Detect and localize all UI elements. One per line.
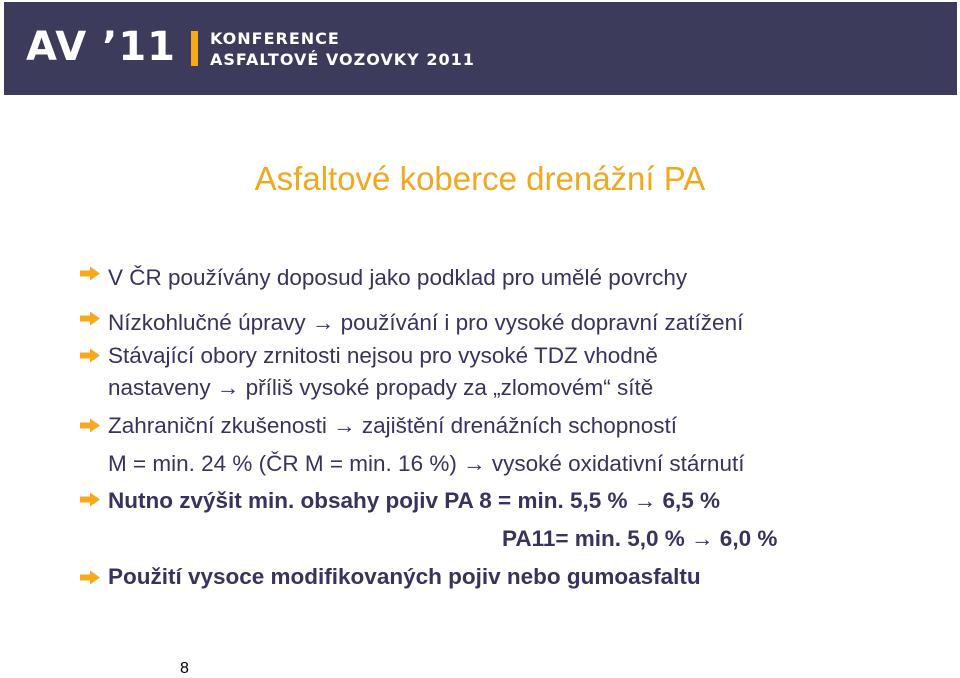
bullet-6-text: Použití vysoce modifikovaných pojiv nebo gumoasfaltu [108,564,701,589]
conference-name-line-1: KONFERENCE [210,29,340,48]
bullet-1-text: V ČR používány doposud jako podklad pro umělé povrchy [108,265,688,290]
logo-divider [191,31,198,66]
slide-title: Asfaltové koberce drenážní PA [254,160,706,197]
orange-arrow-icon [79,492,101,507]
conference-header [4,2,957,95]
orange-arrow-icon [79,348,101,363]
bullet-3-continuation: nastaveny → příliš vysoké propady za „zlomovém“ sítě [108,375,654,400]
orange-arrow-icon [79,311,101,326]
conference-name [210,28,475,70]
bullet-5-continuation: PA11= min. 5,0 % → 6,0 % [502,526,778,551]
conference-name-line-2: ASFALTOVÉ VOZOVKY 2011 [210,50,475,69]
orange-arrow-icon [79,418,101,433]
bullet-4-text: Zahraniční zkušenosti → zajištění drenážních schopností [108,413,678,438]
conference-logo: AV ’11 [26,24,176,70]
orange-arrow-icon [79,570,101,585]
bullet-5-text: Nutno zvýšit min. obsahy pojiv PA 8 = min. 5,5 % → 6,5 % [108,488,721,513]
bullet-4-continuation: M = min. 24 % (ČR M = min. 16 %) → vysoké oxidativní stárnutí [108,451,745,476]
bullet-2-text: Nízkohlučné úpravy → používání i pro vysoké dopravní zatížení [108,310,744,335]
orange-arrow-icon [79,266,101,281]
bullet-3-text: Stávající obory zrnitosti nejsou pro vysoké TDZ vhodně [108,343,658,368]
page-number: 8 [180,660,189,677]
